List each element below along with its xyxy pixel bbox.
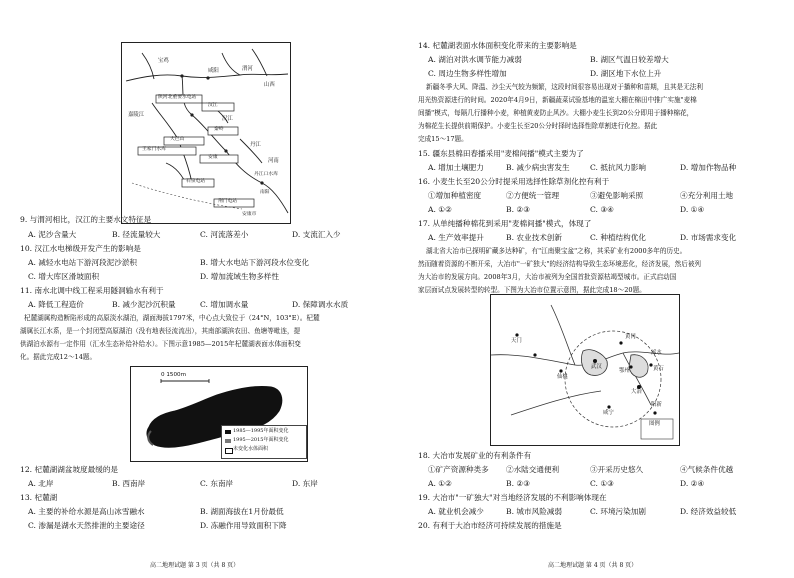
q17-stem: 17. 从单纯播种棉花到采用"麦棉间播"模式，体现了	[418, 219, 592, 228]
q16-option-b[interactable]: B. ②③	[506, 205, 531, 214]
q18-stem: 18. 大冶市发展矿业的有利条件有	[418, 451, 532, 460]
q11-option-d[interactable]: D. 保障调水水质	[292, 300, 349, 309]
q19-stem: 19. 大冶市"一矿独大"对当地经济发展的不利影响体现在	[418, 493, 607, 502]
passage1-line-3: 供湖泊水源有一定作用（汇水生态补给补给水）。下图示意1985—2015年杞麓湖表面水体面积变	[20, 340, 301, 348]
passage3-line-1: 湖北省大冶市已探明矿藏多达种矿，有"江南聚宝盆"之称，其采矿业有2000多年的历史。	[426, 247, 687, 255]
q9-option-d[interactable]: D. 支流汇入少	[292, 230, 341, 239]
q17-option-a[interactable]: A. 生产效率提升	[428, 233, 484, 242]
q12-option-b[interactable]: B. 西南岸	[112, 479, 146, 488]
q14-option-a[interactable]: A. 湖泊对洪水调节能力减弱	[428, 55, 522, 64]
q16-statement-1: ①增加种植密度	[428, 191, 482, 200]
q14-option-c[interactable]: C. 周边生物多样性增加	[428, 69, 507, 78]
station-4: 王家门水库	[142, 147, 166, 152]
q15-option-c[interactable]: C. 抵抗风力影响	[590, 163, 646, 172]
map-label-baoji: 宝鸡	[158, 58, 169, 64]
q18-option-b[interactable]: B. ②③	[506, 479, 531, 488]
q9-stem: 9. 与渭河相比，汉江的主要水文特征是	[20, 215, 152, 224]
passage1-line-2: 湖属长江水系，是一个封闭型高原湖泊（没有地表径流流出），其南部湖滨农田、鱼塘等毗连，提	[20, 327, 301, 335]
passage2-line-1: 新疆冬季大风、降温、沙尘天气较为频繁，这段时间很容易出现对于播种和苗期，且其是无法利	[426, 83, 703, 91]
q13-option-c[interactable]: C. 渗漏是湖水天然排泄的主要途径	[28, 521, 145, 530]
place-daye: 大冶	[631, 389, 642, 395]
daye-location-map	[490, 294, 680, 446]
q14-stem: 14. 杞麓湖表面水体面积变化带来的主要影响是	[418, 41, 577, 50]
q10-option-c[interactable]: C. 增大库区滑坡面积	[28, 272, 100, 281]
legend-unchanged: 未变化水体面积	[233, 446, 269, 452]
q12-option-d[interactable]: D. 东岸	[292, 479, 318, 488]
q13-option-d[interactable]: D. 冻融作用导致面积下降	[200, 521, 287, 530]
station-1: 汉江	[208, 103, 218, 108]
passage3-line-3: 为大冶市的发展方向。2008年3月，大冶市被列为全国首批资源枯竭型城市。正式启动国	[418, 273, 677, 281]
q20-stem: 20. 有利于大冶市经济可持续发展的措施是	[418, 521, 562, 530]
left-page-footer: 高二地理试题 第 3 页（共 8 页）	[150, 562, 240, 569]
legend-1995-2015: 1995—2015年面积变化	[233, 437, 289, 443]
q17-option-c[interactable]: C. 种植结构优化	[590, 233, 646, 242]
q18-statement-2: ②水陆交通便利	[506, 465, 560, 474]
q18-option-c[interactable]: C. ①③	[590, 479, 614, 488]
q9-option-a[interactable]: A. 泥沙含量大	[28, 230, 77, 239]
passage2-line-5: 完成15～17题。	[418, 135, 468, 143]
q10-stem: 10. 汉江水电梯级开发产生的影响是	[20, 244, 141, 253]
place-wuhan: 武汉	[591, 364, 602, 370]
q10-option-d[interactable]: D. 增加流域生物多样性	[200, 272, 279, 281]
q12-option-c[interactable]: C. 东南岸	[200, 479, 234, 488]
place-tianmen: 天门	[511, 338, 522, 344]
right-page-footer: 高二地理试题 第 4 页（共 8 页）	[548, 562, 638, 569]
map-label-shanxi: 山西	[264, 82, 275, 88]
q19-option-b[interactable]: B. 城市风险减弱	[506, 507, 562, 516]
q16-statement-2: ②方便统一管理	[506, 191, 560, 200]
map3-legend-title: 图例	[649, 421, 660, 427]
q14-option-d[interactable]: D. 湖区地下水位上升	[590, 69, 662, 78]
map-label-danjiang: 丹江	[250, 142, 261, 148]
place-huanggang: 黄冈	[625, 334, 636, 340]
q10-option-a[interactable]: A. 减轻水电站下游河段泥沙淤积	[28, 258, 138, 267]
q18-option-d[interactable]: D. ②④	[680, 479, 705, 488]
lake-legend	[221, 425, 307, 459]
q15-option-d[interactable]: D. 增加作物品种	[680, 163, 737, 172]
lake-area-map	[130, 366, 308, 462]
q18-option-a[interactable]: A. ①②	[428, 479, 452, 488]
passage2-line-3: 间播"模式，每隔几行播种小麦，种植黄麦防止风沙。大棚小麦生长到20公分即用于播种棉花，	[418, 109, 694, 117]
place-xianning: 咸宁	[603, 410, 614, 416]
station-10: 安康市	[242, 212, 257, 217]
q16-statement-3: ③避免影响采照	[590, 191, 644, 200]
q16-option-c[interactable]: C. ③④	[590, 205, 614, 214]
q17-option-b[interactable]: B. 农业技术创新	[506, 233, 562, 242]
q12-option-a[interactable]: A. 北岸	[28, 479, 54, 488]
q11-option-b[interactable]: B. 减少泥沙沉积量	[112, 300, 176, 309]
legend-1985-1995: 1985—1995年面积变化	[233, 428, 289, 434]
q9-option-b[interactable]: B. 径流量较大	[112, 230, 161, 239]
q15-option-a[interactable]: A. 增加土壤肥力	[428, 163, 484, 172]
q16-option-a[interactable]: A. ①②	[428, 205, 452, 214]
q15-stem: 15. 疆东县棉田春播采用"麦棉间播"模式主要为了	[418, 149, 584, 158]
passage1-line-4: 化。据此完成12～14题。	[20, 353, 97, 361]
q18-statement-1: ①矿产资源种类多	[428, 465, 489, 474]
map-label-henan: 河南	[268, 158, 279, 164]
q19-option-c[interactable]: C. 环境污染加剧	[590, 507, 646, 516]
q11-stem: 11. 南水北调中线工程采用隧洞输水有利于	[20, 286, 164, 295]
station-0: 陕河北重要水电站	[158, 95, 197, 100]
q13-option-a[interactable]: A. 主要的补给水源是高山冰雪融水	[28, 507, 145, 516]
q10-option-b[interactable]: B. 增大水电站下游河段水位变化	[200, 258, 310, 267]
q16-statement-4: ④充分利用土地	[680, 191, 734, 200]
q12-stem: 12. 杞麓湖湖盆坡度最缓的是	[20, 465, 119, 474]
q18-statement-3: ③开采历史悠久	[590, 465, 644, 474]
map-label-jialingjiang: 嘉陵江	[128, 112, 145, 118]
station-2: 秦岭	[214, 127, 224, 132]
passage2-line-4: 为棉花生长提供前期保护。小麦生长至20公分时择时选择性除草割进行化控。据此	[418, 122, 658, 130]
station-8: 荆门电站	[218, 199, 238, 204]
passage3-line-2: 然而随着资源的不断开采，大冶市"一矿独大"的经济结构导致生态环境恶化，经济发展，然后被列	[418, 260, 702, 268]
map-label-weihe: 渭河	[242, 66, 253, 72]
q13-stem: 13. 杞麓湖	[20, 493, 58, 502]
q19-option-d[interactable]: D. 经济效益较低	[680, 507, 737, 516]
place-yangxin: 阳新	[651, 402, 662, 408]
han-river-map-drawing	[122, 43, 290, 223]
q19-option-a[interactable]: A. 就业机会减少	[428, 507, 484, 516]
place-ezhou: 鄂州	[619, 368, 630, 374]
station-5: 安康	[208, 155, 218, 160]
q11-option-c[interactable]: C. 增加调水量	[200, 300, 249, 309]
q16-option-d[interactable]: D. ①④	[680, 205, 705, 214]
passage3-line-4: 家层面试点发展转型的转型。下图为大冶市位置示意图，据此完成18～20题。	[418, 286, 646, 294]
q11-option-a[interactable]: A. 降低工程造价	[28, 300, 84, 309]
lake-map-scale: 0 1500m	[161, 372, 187, 378]
place-huangshi: 黄石	[653, 366, 664, 372]
station-3: 大巴山	[170, 137, 185, 142]
q13-option-b[interactable]: B. 湖面海拔在1月份最低	[200, 507, 284, 516]
q16-stem: 16. 小麦生长至20公分时提采用选择性除草剂化控有利于	[418, 177, 610, 186]
q17-option-d[interactable]: D. 市场需求变化	[680, 233, 737, 242]
q14-option-b[interactable]: B. 湖区气温日较差增大	[590, 55, 669, 64]
place-xiantao: 仙桃	[557, 374, 568, 380]
map-label-hanjiang: 汉江	[222, 116, 233, 122]
han-river-map	[121, 42, 291, 224]
station-9: 丹江口水库	[254, 172, 278, 177]
passage2-line-2: 用光热资源进行的时间。2020年4月9日，新疆蔬菜试验基地的温室大棚在棉田中推广实施"麦棉	[418, 96, 697, 104]
station-7: 南阳	[260, 190, 270, 195]
map-label-xianyang: 咸阳	[208, 68, 219, 74]
passage1-line-1: 杞麓湖属构造断陷形成的高原淡水湖泊，湖面海拔1797米，中心点大致位于（24°N，103°E）。杞麓	[24, 314, 320, 322]
q9-option-c[interactable]: C. 河流落差小	[200, 230, 249, 239]
station-6: 石泉电站	[186, 179, 206, 184]
q18-statement-4: ④气候条件优越	[680, 465, 734, 474]
place-xishui: 浠水	[651, 350, 662, 356]
q15-option-b[interactable]: B. 减少病虫害发生	[506, 163, 570, 172]
